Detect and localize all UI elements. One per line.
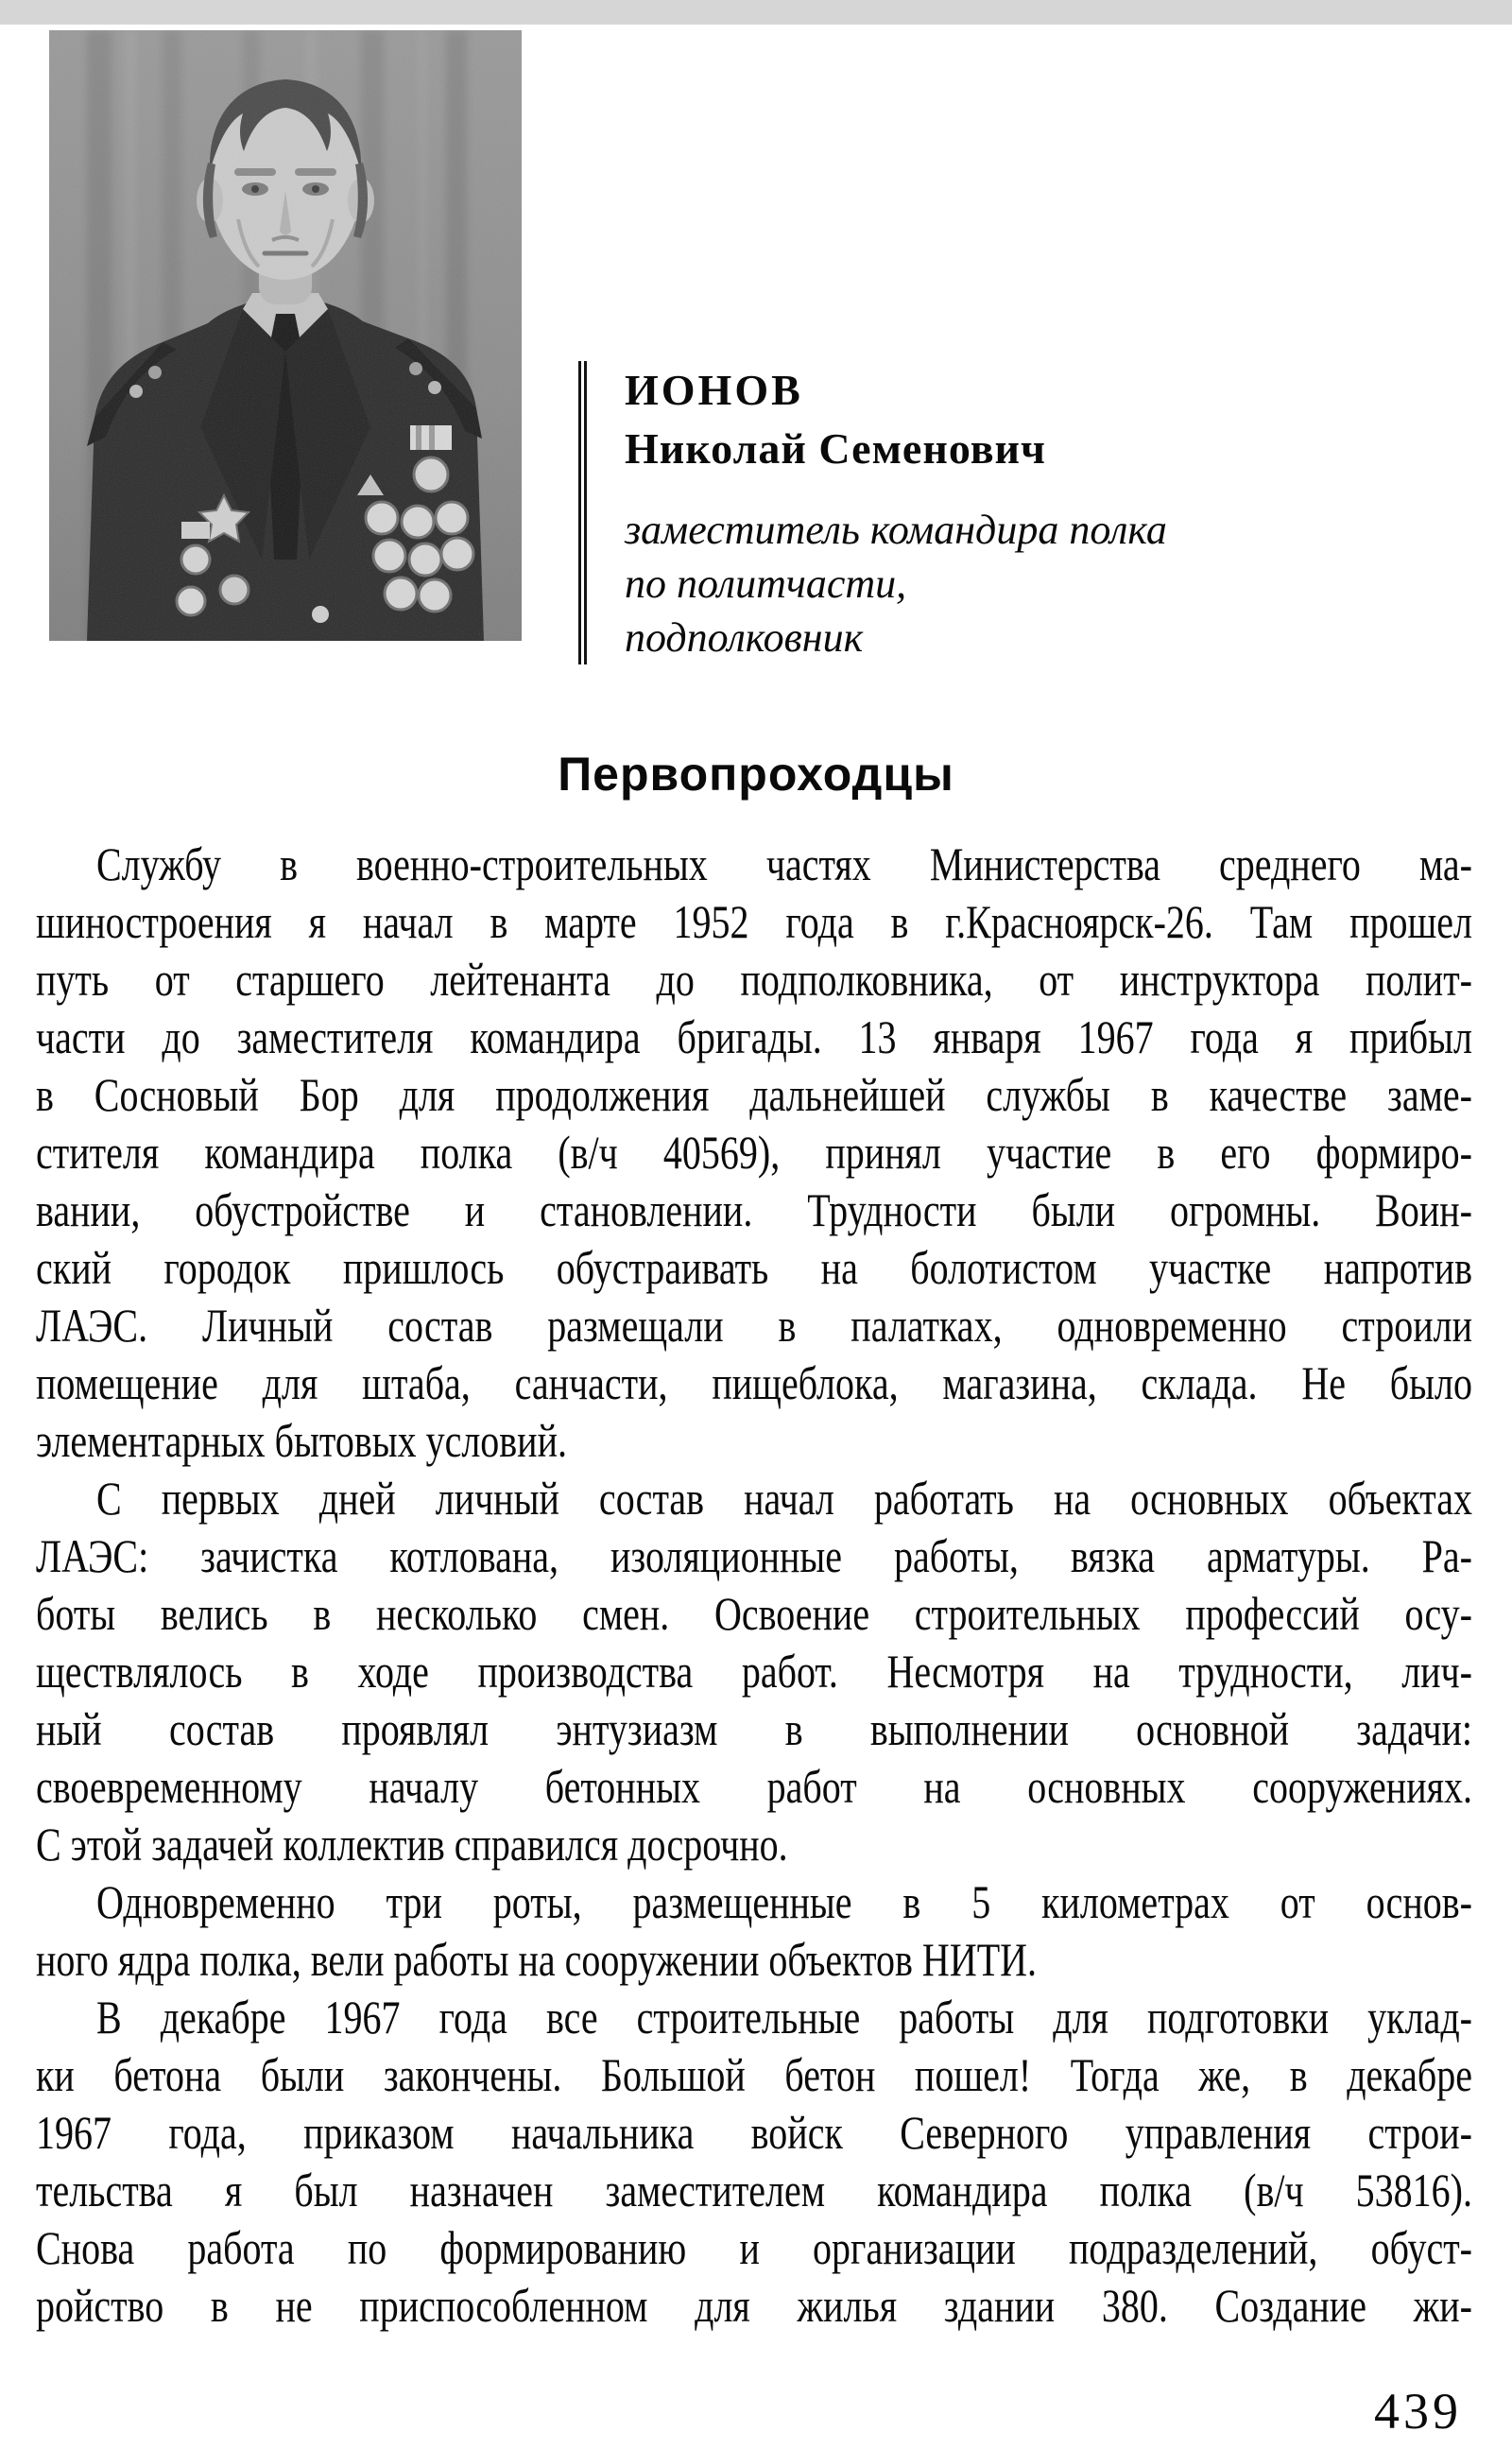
page-number: 439: [1374, 2383, 1462, 2440]
portrait-photo: [49, 30, 522, 641]
officer-title-line: подполковник: [625, 614, 864, 661]
portrait-illustration: [49, 30, 522, 641]
body-line: Службу в военно-строительных частях Министерства среднего ма-: [96, 837, 1472, 890]
officer-fullname: Николай Семенович: [625, 424, 1046, 473]
officer-title-line: по политчасти,: [625, 561, 907, 607]
body-line: ки бетона были закончены. Большой бетон пошел! Тогда же, в декабре: [36, 2048, 1472, 2101]
body-line: Одновременно три роты, размещенные в 5 километрах от основ-: [96, 1875, 1472, 1928]
body-line: стителя командира полка (в/ч 40569), принял участие в его формиро-: [36, 1126, 1472, 1179]
body-line: С этой задачей коллектив справился досрочно.: [36, 1818, 788, 1871]
officer-title: [625, 503, 1167, 664]
body-line: элементарных бытовых условий.: [36, 1414, 567, 1467]
body-line: вании, обустройстве и становлении. Трудности были огромны. Воин-: [36, 1183, 1472, 1236]
body-line: В декабре 1967 года все строительные работы для подготовки уклад-: [96, 1991, 1472, 2044]
body-line: ский городок пришлось обустраивать на болотистом участке напротив: [36, 1241, 1472, 1294]
body-line: помещение для штаба, санчасти, пищеблока, магазина, склада. Не было: [36, 1356, 1472, 1409]
body-line: Снова работа по формированию и организации подразделений, обуст-: [36, 2221, 1472, 2274]
memoir-text: [36, 836, 1472, 2335]
scan-artifact-strip: [0, 0, 1512, 25]
body-line: своевременному началу бетонных работ на основных сооружениях.: [36, 1760, 1472, 1813]
officer-surname: ИОНОВ: [625, 366, 803, 414]
body-line: ный состав проявлял энтузиазм в выполнении основной задачи:: [36, 1702, 1472, 1755]
body-line: ройство в не приспособленном для жилья здании 380. Создание жи-: [36, 2279, 1472, 2332]
body-line: боты велись в несколько смен. Освоение строительных профессий осу-: [36, 1587, 1472, 1640]
body-line: ного ядра полка, вели работы на сооружении объектов НИТИ.: [36, 1933, 1038, 1986]
body-line: ществлялось в ходе производства работ. Несмотря на трудности, лич-: [36, 1645, 1472, 1698]
body-line: части до заместителя командира бригады. 13 января 1967 года я прибыл: [36, 1010, 1472, 1063]
section-heading: Первопроходцы: [558, 748, 954, 801]
body-line: тельства я был назначен заместителем командира полка (в/ч 53816).: [36, 2164, 1472, 2216]
body-line: шиностроения я начал в марте 1952 года в г.Красноярск-26. Там прошел: [36, 895, 1472, 948]
body-line: ЛАЭС: зачистка котлована, изоляционные работы, вязка арматуры. Ра-: [36, 1529, 1472, 1582]
officer-title-line: заместитель командира полка: [625, 507, 1167, 553]
body-line: путь от старшего лейтенанта до подполковника, от инструктора полит-: [36, 953, 1472, 1006]
officer-name-block: [578, 361, 1167, 664]
body-line: в Сосновый Бор для продолжения дальнейшей службы в качестве заме-: [36, 1068, 1472, 1121]
body-line: 1967 года, приказом начальника войск Северного управления строи-: [36, 2106, 1472, 2159]
body-line: ЛАЭС. Личный состав размещали в палатках, одновременно строили: [36, 1299, 1472, 1352]
body-line: С первых дней личный состав начал работать на основных объектах: [96, 1472, 1472, 1525]
